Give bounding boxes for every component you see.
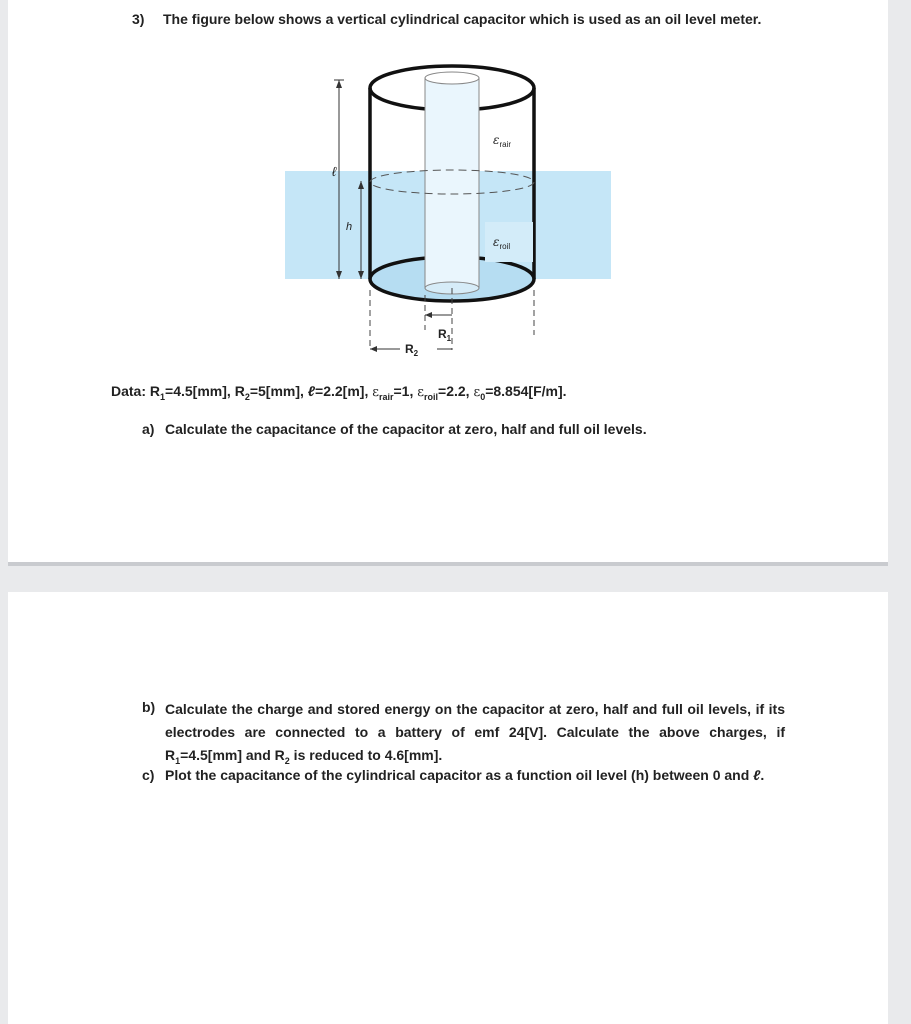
part-b-line-2: electrodes are connected to a battery of emf 24[V]. Calculate the above charges, if: [165, 724, 785, 740]
r1-label: $R_1$: [438, 327, 452, 343]
part-b-label: b): [142, 699, 156, 715]
part-b-line-3: $R_1=4.5[mm]$ and $R_2$ is reduced to 4.6[mm].: [165, 747, 443, 766]
eps-air-label: $\varepsilon_{rair}$: [493, 133, 512, 149]
l-label: ℓ: [332, 164, 337, 179]
inner-electrode-body: [425, 78, 479, 288]
page-separator: [8, 562, 888, 566]
h-label: h: [346, 221, 353, 233]
question-intro: The figure below shows a vertical cylindrical capacitor which is used as an oil level meter.: [163, 11, 762, 27]
part-a-text: Calculate the capacitance of the capacitor at zero, half and full oil levels.: [165, 421, 647, 437]
capacitor-figure: [285, 50, 625, 370]
eps-oil-label: $\varepsilon_{roil}$: [493, 235, 511, 251]
data-line: Data: $R_1=4.5[mm]$, $R_2=5[mm]$, ℓ=2.2[m], $\varepsilon_{rair}=1$, $\varepsilon_{roil}=2.2$, $\varepsilon_0=8.854[F/m]$.: [111, 383, 567, 402]
part-b-line-1: Calculate the charge and stored energy on the capacitor at zero, half and full oil levels, if its: [165, 701, 785, 717]
question-number: 3): [132, 11, 145, 27]
page-2: [8, 592, 888, 1024]
inner-top-ellipse: [425, 72, 479, 84]
r2-label: $R_2$: [405, 342, 419, 358]
part-a-label: a): [142, 421, 155, 437]
part-b-text: [165, 698, 785, 767]
part-c-label: c): [142, 767, 155, 783]
part-c-text: Plot the capacitance of the cylindrical capacitor as a function oil level (h) between 0 and ℓ.: [165, 767, 765, 783]
